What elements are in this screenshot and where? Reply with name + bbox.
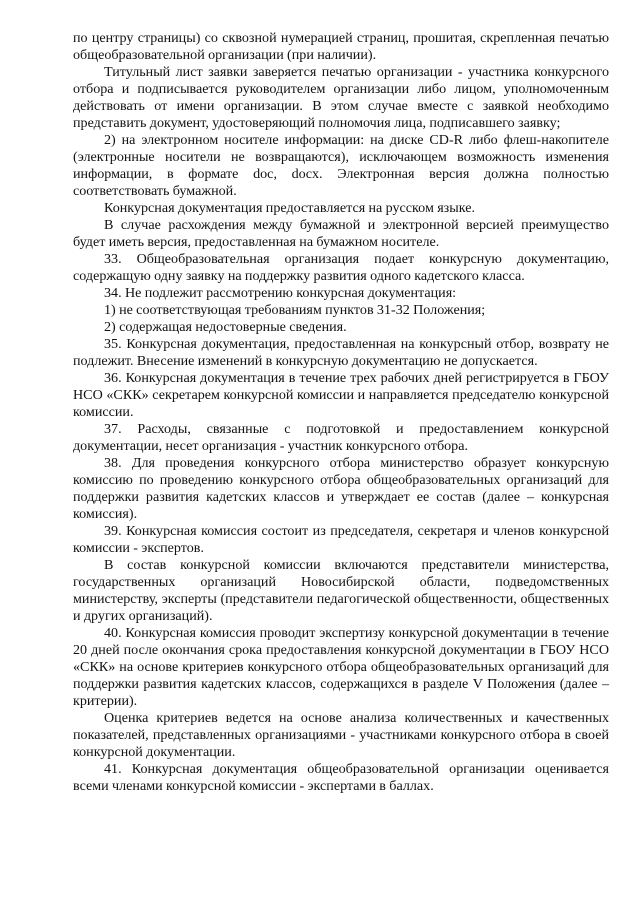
paragraph-criteria-assessment: Оценка критериев ведется на основе анализа количественных и качественных показателей, представленных организациями - участниками конкурсного отбора в своей конкурсной документации. [73,710,609,760]
paragraph-item-34-2: 2) содержащая недостоверные сведения. [104,319,347,335]
paragraph-commission-members: В состав конкурсной комиссии включаются представители министерства, государственных организаций Новосибирской области, подведомственных министерству, эксперты (представители педагогической общественности, общественных и других организаций). [73,557,609,624]
paragraph-item-33: 33. Общеобразовательная организация подает конкурсную документацию, содержащую одну заявку на поддержку развития одного кадетского класса. [73,251,609,284]
paragraph-item-39: 39. Конкурсная комиссия состоит из председателя, секретаря и членов конкурсной комиссии - экспертов. [73,523,609,556]
paragraph-item-34: 34. Не подлежит рассмотрению конкурсная документация: [104,285,457,301]
paragraph-item-38: 38. Для проведения конкурсного отбора министерство образует конкурсную комиссию по проведению конкурсного отбора общеобразовательных организаций для поддержки развития кадетских классов и утверждает ее состав (далее – конкурсная комиссия). [73,455,609,522]
paragraph-discrepancy: В случае расхождения между бумажной и электронной версией преимущество будет иметь версия, предоставленная на бумажном носителе. [73,217,609,250]
paragraph-item-40: 40. Конкурсная комиссия проводит экспертизу конкурсной документации в течение 20 дней после окончания срока предоставления конкурсной документации в ГБОУ НСО «СКК» на основе критериев конкурсного отбора общеобразовательных организаций для поддержки развития кадетских классов, содержащихся в разделе V Положения (далее – критерии). [73,625,609,709]
paragraph-item-41: 41. Конкурсная документация общеобразовательной организации оценивается всеми членами конкурсной комиссии - экспертами в баллах. [73,761,609,794]
paragraph-item-36: 36. Конкурсная документация в течение трех рабочих дней регистрируется в ГБОУ НСО «СКК» секретарем конкурсной комиссии и направляется председателю конкурсной комиссии. [73,370,609,420]
paragraph-language: Конкурсная документация предоставляется на русском языке. [104,200,475,216]
paragraph-electronic-media: 2) на электронном носителе информации: на диске CD-R либо флеш-накопителе (электронные носители не возвращаются), исключающем возможность изменения информации, в формате doc, docx. Электронная версия должна полностью соответствовать бумажной. [73,132,609,199]
document-body [73,30,609,795]
paragraph-item-35: 35. Конкурсная документация, предоставленная на конкурсный отбор, возврату не подлежит. Внесение изменений в конкурсную документацию не допускается. [73,336,609,369]
paragraph-continuation: по центру страницы) со сквозной нумерацией страниц, прошитая, скрепленная печатью общеобразовательной организации (при наличии). [73,30,609,63]
paragraph-item-34-1: 1) не соответствующая требованиям пунктов 31-32 Положения; [104,302,486,318]
paragraph-item-37: 37. Расходы, связанные с подготовкой и предоставлением конкурсной документации, несет организация - участник конкурсного отбора. [73,421,609,454]
paragraph-title-sheet: Титульный лист заявки заверяется печатью организации - участника конкурсного отбора и подписывается руководителем организации либо лицом, уполномоченным действовать от имени организации. В этом случае вместе с заявкой необходимо представить документ, удостоверяющий полномочия лица, подписавшего заявку; [73,64,609,131]
